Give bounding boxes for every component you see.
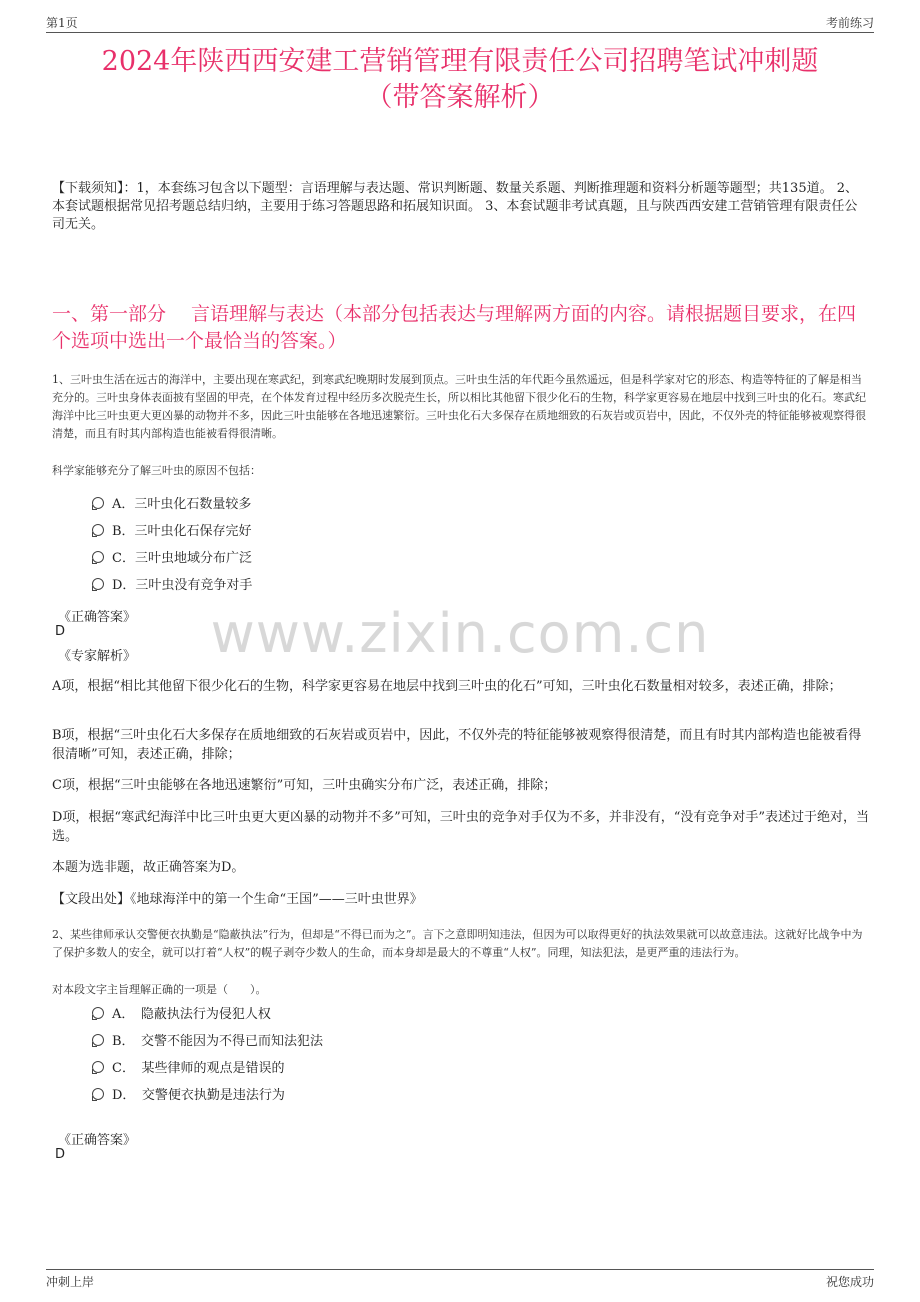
- footer-right-text: 祝您成功: [825, 1275, 874, 1289]
- q2-option-d[interactable]: [92, 1086, 285, 1106]
- q2-answer: D: [55, 1147, 66, 1162]
- q1-option-d[interactable]: [92, 576, 252, 596]
- q1-option-d-label: D．三叶虫没有竞争对手: [112, 578, 253, 593]
- q1-analysis-b: B项，根据“三叶虫化石大多保存在质地细致的石灰岩或页岩中，因此，不仅外壳的特征能够被观察得很清楚，而且有时其内部构造也能被看得很清晰”可知，表述正确，排除；: [52, 728, 862, 762]
- radio-icon: [92, 578, 104, 590]
- q1-answer: D: [55, 624, 66, 639]
- radio-icon: [92, 551, 104, 563]
- q1-analysis-c: C项，根据“三叶虫能够在各地迅速繁衍”可知，三叶虫确实分布广泛，表述正确，排除；: [52, 778, 557, 793]
- q1-analysis-label: 《专家解析》: [58, 649, 137, 664]
- q1-conclusion: 本题为选非题，故正确答案为D。: [52, 860, 245, 875]
- footer-left-text: 冲刺上岸: [46, 1275, 95, 1289]
- header-right-text: 考前练习: [825, 16, 874, 30]
- radio-icon: [92, 1088, 104, 1100]
- q1-question: 科学家能够充分了解三叶虫的原因不包括：: [52, 464, 261, 477]
- q1-option-a[interactable]: [92, 495, 251, 515]
- q2-option-b[interactable]: [92, 1032, 323, 1052]
- download-notice: 【下载须知】：1，本套练习包含以下题型：言语理解与表达题、常识判断题、数量关系题、判断推理题和资料分析题等题型；共135道。 2、本套试题根据常见招考题总结归纳，主要用于练习答题思路和拓展知识面。 3、本套试题非考试真题，且与陕西西安建工营销管理有限责任公司无关。: [52, 181, 858, 232]
- q2-option-a-label: A． 隐蔽执法行为侵犯人权: [112, 1007, 271, 1022]
- page-number: 第1页: [46, 16, 78, 30]
- watermark: www.zixin.com.cn: [210, 602, 710, 665]
- q1-option-a-label: A．三叶虫化石数量较多: [112, 497, 252, 512]
- q1-option-c[interactable]: [92, 549, 252, 569]
- q2-question: 对本段文字主旨理解正确的一项是（ ）。: [52, 983, 267, 996]
- q1-option-b[interactable]: [92, 522, 252, 542]
- q1-source: 【文段出处】《地球海洋中的第一个生命“王国”——三叶虫世界》: [52, 892, 423, 907]
- q2-option-c-label: C． 某些律师的观点是错误的: [112, 1061, 285, 1076]
- q1-option-b-label: B．三叶虫化石保存完好: [112, 524, 252, 539]
- radio-icon: [92, 1061, 104, 1073]
- title-line-1: 2024年陕西西安建工营销管理有限责任公司招聘笔试冲刺题: [101, 46, 819, 77]
- radio-icon: [92, 1034, 104, 1046]
- page-footer: [46, 1269, 874, 1290]
- page-header: [46, 14, 874, 33]
- q1-option-c-label: C．三叶虫地域分布广泛: [112, 551, 252, 566]
- q1-analysis-d: D项，根据“寒武纪海洋中比三叶虫更大更凶暴的动物并不多”可知，三叶虫的竞争对手仅为不多，并非没有，“没有竞争对手”表述过于绝对，当选。: [52, 810, 870, 844]
- q2-option-c[interactable]: [92, 1059, 284, 1079]
- q1-stem: 1、三叶虫生活在远古的海洋中，主要出现在寒武纪，到寒武纪晚期时发展到顶点。三叶虫生活的年代距今虽然遥远，但是科学家对它的形态、构造等特征的了解是相当充分的。三叶虫身体表面披有坚固的甲壳，在个体发育过程中经历多次脱壳生长，所以相比其他留下很少化石的生物，科学家更容易在地层中找到三叶虫的化石。寒武纪海洋中比三叶虫更大更凶暴的动物并不多，因此三叶虫能够在各地迅速繁衍。三叶虫化石大多保存在质地细致的石灰岩或页岩中，因此，不仅外壳的特征能够被观察得很清楚，而且有时其内部构造也能被看得很清晰。: [52, 373, 866, 440]
- q1-analysis-a: A项，根据“相比其他留下很少化石的生物，科学家更容易在地层中找到三叶虫的化石”可知，三叶虫化石数量相对较多，表述正确，排除；: [52, 679, 842, 694]
- title-line-2: （带答案解析）: [365, 82, 555, 113]
- q2-option-d-label: D． 交警便衣执勤是违法行为: [112, 1088, 285, 1103]
- q2-option-b-label: B． 交警不能因为不得已而知法犯法: [112, 1034, 324, 1049]
- q2-answer-label: 《正确答案》: [58, 1133, 137, 1148]
- section-heading: 一、第一部分 言语理解与表达（本部分包括表达与理解两方面的内容。请根据题目要求，在四个选项中选出一个最恰当的答案。）: [52, 303, 857, 352]
- radio-icon: [92, 524, 104, 536]
- q2-option-a[interactable]: [92, 1005, 271, 1025]
- q1-answer-label: 《正确答案》: [58, 610, 137, 625]
- radio-icon: [92, 1007, 104, 1019]
- document-title: [40, 44, 880, 116]
- radio-icon: [92, 497, 104, 509]
- q2-stem: 2、某些律师承认交警便衣执勤是“隐蔽执法”行为，但却是“不得已而为之”。言下之意即明知违法，但因为可以取得更好的执法效果就可以故意违法。这就好比战争中为了保护多数人的安全，就可以打着“人权”的幌子剥夺少数人的生命，而本身却是最大的不尊重“人权”。同理，知法犯法，是更严重的违法行为。: [52, 928, 863, 959]
